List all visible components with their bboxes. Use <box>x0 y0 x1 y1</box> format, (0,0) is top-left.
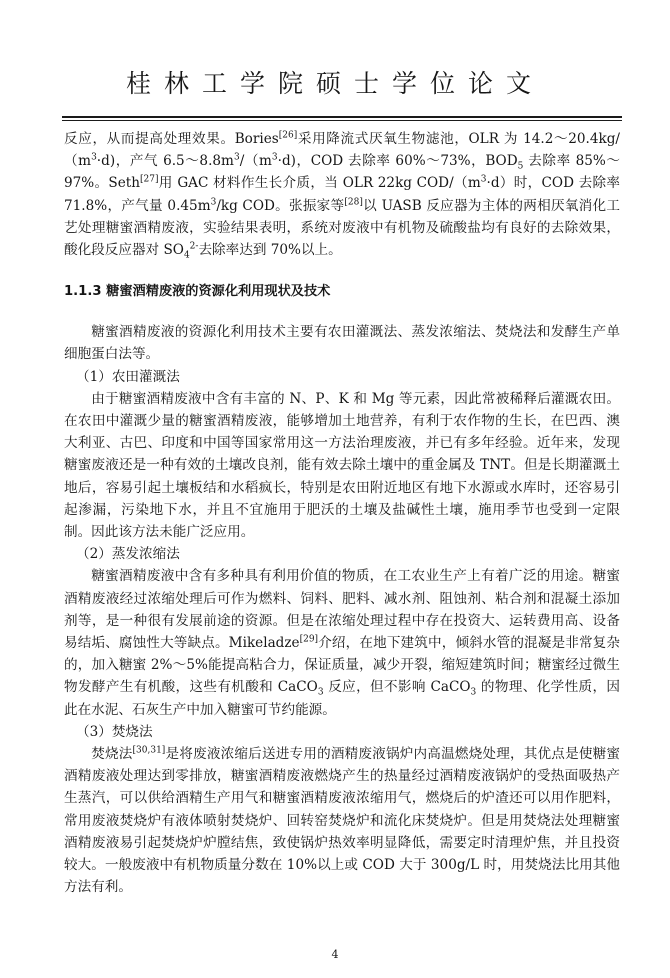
subheading-evaporation: （2）蒸发浓缩法 <box>76 546 180 563</box>
subheading-irrigation: （1）农田灌溉法 <box>76 368 180 385</box>
paragraph-bories-seth: 反应，从而提高处理效果。Bories[26]采用降流式厌氧生物滤池，OLR 为 $14.2\sim 20.4kg/(m^3\cdot d)$，产气 $6.5\sim 8.8m^3/(m^3\cdot d)$，COD 去除率 60%～73%，$BOD_5$ 去除率 85%～97%。Seth[27]用 GAC 材料作生长介质，当 OLR 22kg COD/$(m^3\cdot d)$时，COD 去除率 71.8%，产气量 $0.45m^3/kg$ COD。张振家等[28]以 UASB 反应器为主体的两相厌氧消化工艺处理糖蜜酒精废液，实验结果表明，系统对废液中有机物及硫酸盐均有良好的去除效果，酸化段反应器对 $SO_4^{2-}$去除率达到 70%以上。 <box>64 130 620 261</box>
subheading-incineration: （3）焚烧法 <box>76 723 153 740</box>
page-content <box>64 128 620 899</box>
paragraph-incineration: 焚烧法[30,31]是将废液浓缩后送进专用的酒精废液锅炉内高温燃烧处理，其优点是使糖蜜酒精废液处理达到零排放，糖蜜酒精废液燃烧产生的热量经过酒精废液锅炉的受热面吸热产生蒸汽，可以供给酒精生产用气和糖蜜酒精废液浓缩用气，燃烧后的炉渣还可以用作肥料，常用废液焚烧炉有液体喷射焚烧炉、回转窑焚烧炉和流化床焚烧炉。但是用焚烧法处理糖蜜酒精废液易引起焚烧炉炉膛结焦，致使锅炉热效率明显降低，需要定时清理炉焦，并且投资较大。一般废液中有机物质量分数在 10%以上或 COD 大于 300g/L 时，用焚烧法比用其他方法有利。 <box>64 745 621 896</box>
page-header-title: 桂林工学院硕士学位论文 <box>125 69 544 98</box>
paragraph-irrigation: 由于糖蜜酒精废液中含有丰富的 N、P、K 和 Mg 等元素，因此常被稀释后灌溉农田。在农田中灌溉少量的糖蜜酒精废液，能够增加土地营养，有利于农作物的生长，在巴西、澳大利亚、古巴、印度和中国等国家常用这一方法治理废液，并已有多年经验。近年来，发现糖蜜废液还是一种有效的土壤改良剂，能有效去除土壤中的重金属及 TNT。但是长期灌溉土地后，容易引起土壤板结和水稻疯长，特别是农田附近地区有地下水源或水库时，还容易引起渗漏，污染地下水，并且不宜施用于肥沃的土壤及盐碱性土壤，施用季节也受到一定限制。因此该方法未能广泛应用。 <box>64 390 620 541</box>
paragraph-overview: 糖蜜酒精废液的资源化利用技术主要有农田灌溉法、蒸发浓缩法、焚烧法和发酵生产单细胞蛋白法等。 <box>64 324 620 363</box>
section-heading-1-1-3: 1.1.3 糖蜜酒精废液的资源化利用现状及技术 <box>64 284 331 300</box>
paragraph-evaporation: 糖蜜酒精废液中含有多种具有利用价值的物质，在工农业生产上有着广泛的用途。糖蜜酒精废液经过浓缩处理后可作为燃料、饲料、肥料、减水剂、阻蚀剂、粘合剂和混凝土添加剂等，是一种很有发展前途的资源。但是在浓缩处理过程中存在投资大、运转费用高、设备易结垢、腐蚀性大等缺点。Mikeladze[29]介绍，在地下建筑中，倾斜水管的混凝是非常复杂的，加入糖蜜 2%～5%能提高粘合力，保证质量，减少开裂，缩短建筑时间；糖蜜经过微生物发酵产生有机酸，这些有机酸和 CaCO$_3$ 反应，但不影响 CaCO$_3$ 的物理、化学性质，因此在水泥、石灰生产中加入糖蜜可节约能源。 <box>64 568 620 718</box>
header-rule-thick <box>62 116 622 118</box>
page-number: 4 <box>331 948 339 961</box>
header-rule-thin <box>62 120 622 121</box>
